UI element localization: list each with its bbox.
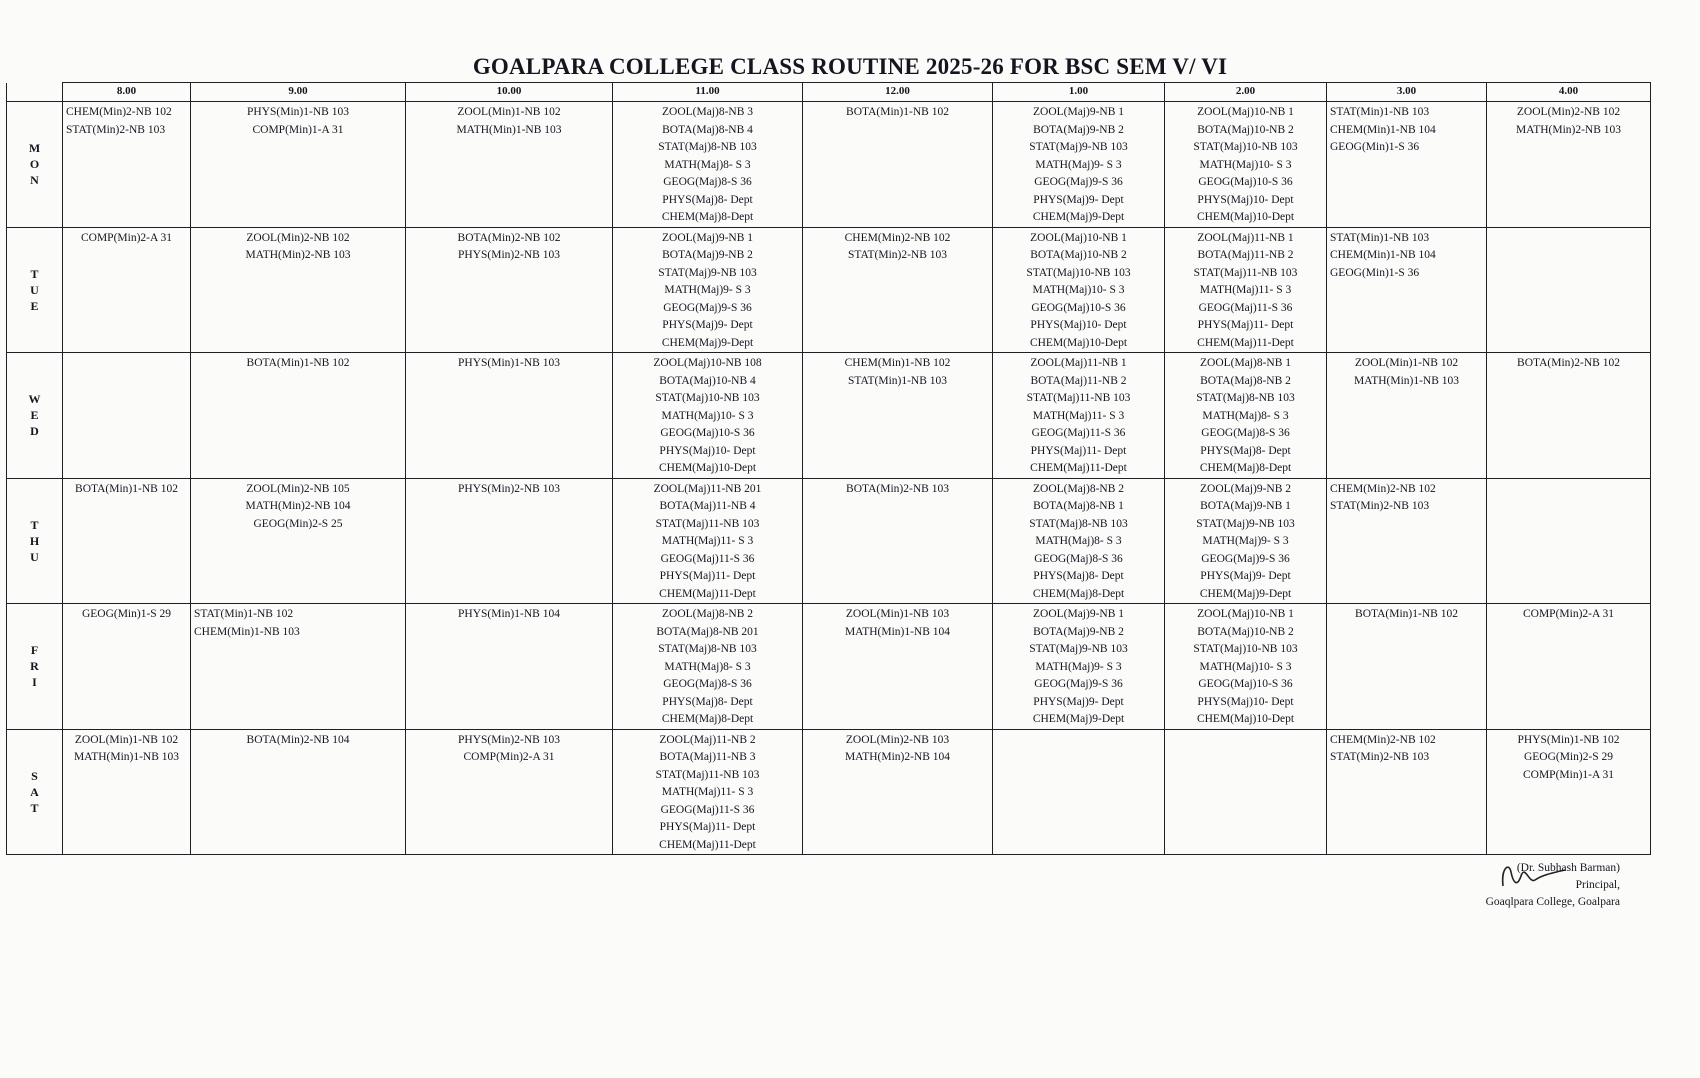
class-entry: GEOG(Maj)9-S 36 bbox=[1034, 678, 1123, 690]
day-letter: T bbox=[30, 266, 39, 281]
day-letter: U bbox=[30, 549, 39, 564]
class-entry: STAT(Min)1-NB 103 bbox=[1330, 106, 1430, 118]
day-letter: I bbox=[32, 675, 37, 690]
routine-cell bbox=[803, 102, 993, 228]
class-entry: CHEM(Maj)11-Dept bbox=[659, 838, 756, 851]
routine-cell bbox=[803, 353, 993, 479]
routine-cell bbox=[1165, 478, 1327, 604]
routine-cell bbox=[803, 478, 993, 604]
class-entry: BOTA(Min)2-NB 102 bbox=[1517, 357, 1620, 369]
class-entry: CHEM(Min)2-NB 102 bbox=[844, 231, 951, 244]
class-entry: BOTA(Maj)11-NB 3 bbox=[659, 751, 756, 763]
class-entry: MATH(Maj)8- S 3 bbox=[1202, 409, 1289, 422]
class-entry: ZOOL(Maj)9-NB 2 bbox=[1199, 482, 1292, 495]
class-entry: CHEM(Maj)11-Dept bbox=[1197, 336, 1294, 349]
class-entry: BOTA(Maj)10-NB 4 bbox=[659, 374, 756, 387]
class-entry: STAT(Maj)10-NB 103 bbox=[1193, 643, 1298, 655]
signatory-institution: Goaqlpara College, Goalpara bbox=[1485, 896, 1620, 908]
class-entry: STAT(Min)2-NB 103 bbox=[1330, 500, 1430, 512]
class-entry: GEOG(Maj)9-S 36 bbox=[1201, 552, 1290, 565]
class-entry: CHEM(Min)2-NB 102 bbox=[1330, 733, 1436, 746]
class-entry: GEOG(Min)1-S 29 bbox=[81, 608, 172, 620]
day-letter: O bbox=[29, 157, 40, 172]
class-entry: ZOOL(Maj)9-NB 1 bbox=[1032, 106, 1125, 118]
class-entry: MATH(Min)1-NB 103 bbox=[73, 751, 180, 763]
class-entry: COMP(Min)1-A 31 bbox=[252, 123, 344, 136]
class-entry: BOTA(Maj)10-NB 2 bbox=[1197, 123, 1294, 136]
class-entry: GEOG(Maj)10-S 36 bbox=[1198, 678, 1293, 690]
class-entry: CHEM(Maj)8-Dept bbox=[1199, 462, 1292, 474]
day-label bbox=[7, 604, 63, 730]
class-entry: BOTA(Maj)9-NB 2 bbox=[1033, 625, 1124, 638]
day-letter: N bbox=[30, 173, 39, 188]
class-entry: PHYS(Maj)10- Dept bbox=[659, 444, 756, 457]
routine-cell bbox=[613, 604, 803, 730]
routine-cell bbox=[406, 102, 613, 228]
day-label bbox=[7, 353, 63, 479]
class-entry: PHYS(Maj)11- Dept bbox=[659, 570, 756, 582]
routine-cell bbox=[993, 478, 1165, 604]
class-entry: ZOOL(Maj)9-NB 1 bbox=[1032, 608, 1125, 620]
class-entry: ZOOL(Maj)10-NB 1 bbox=[1197, 106, 1294, 118]
class-entry: GEOG(Maj)10-S 36 bbox=[1031, 301, 1126, 314]
class-entry: BOTA(Maj)11-NB 4 bbox=[659, 500, 756, 512]
routine-cell bbox=[63, 478, 191, 604]
class-entry: STAT(Maj)10-NB 103 bbox=[655, 392, 760, 404]
class-entry: BOTA(Maj)10-NB 2 bbox=[1197, 625, 1294, 638]
class-entry: MATH(Maj)10- S 3 bbox=[1199, 158, 1292, 171]
class-entry: MATH(Min)1-NB 103 bbox=[1353, 374, 1460, 387]
day-letter: H bbox=[29, 533, 40, 548]
class-entry: PHYS(Maj)8- Dept bbox=[662, 695, 753, 708]
class-entry: GEOG(Maj)8-S 36 bbox=[1201, 427, 1290, 439]
class-entry: CHEM(Maj)11-Dept bbox=[1030, 462, 1127, 474]
class-entry: MATH(Min)2-NB 104 bbox=[844, 751, 951, 763]
class-entry: CHEM(Maj)8-Dept bbox=[661, 713, 754, 725]
class-entry: COMP(Min)1-A 31 bbox=[1522, 768, 1615, 781]
day-letter: S bbox=[31, 768, 38, 783]
day-label bbox=[7, 478, 63, 604]
class-entry: STAT(Min)1-NB 102 bbox=[194, 608, 294, 620]
time-slot-header: 3.00 bbox=[1327, 83, 1487, 102]
class-entry: MATH(Maj)11- S 3 bbox=[661, 786, 754, 798]
day-row bbox=[7, 604, 1651, 730]
class-entry: STAT(Maj)10-NB 103 bbox=[1193, 141, 1298, 153]
class-entry: MATH(Maj)10- S 3 bbox=[661, 409, 754, 422]
class-entry: BOTA(Maj)8-NB 201 bbox=[656, 625, 759, 638]
class-entry: MATH(Maj)9- S 3 bbox=[1035, 158, 1122, 171]
day-letter: W bbox=[28, 392, 41, 407]
class-entry: CHEM(Maj)9-Dept bbox=[1032, 713, 1125, 725]
time-slot-header: 10.00 bbox=[406, 83, 613, 102]
routine-cell bbox=[993, 604, 1165, 730]
class-entry: MATH(Maj)9- S 3 bbox=[1202, 535, 1289, 547]
routine-cell bbox=[191, 227, 406, 353]
day-letter: T bbox=[30, 800, 39, 815]
routine-cell bbox=[1487, 478, 1651, 604]
routine-cell bbox=[1487, 353, 1651, 479]
class-entry: STAT(Maj)8-NB 103 bbox=[658, 141, 757, 153]
class-entry: MATH(Maj)10- S 3 bbox=[1032, 284, 1125, 296]
class-entry: COMP(Min)2-A 31 bbox=[1522, 608, 1615, 620]
class-entry: ZOOL(Maj)10-NB 1 bbox=[1030, 231, 1127, 244]
class-entry: CHEM(Maj)10-Dept bbox=[1196, 211, 1295, 223]
class-entry: ZOOL(Min)2-NB 102 bbox=[1516, 106, 1621, 118]
routine-cell bbox=[613, 353, 803, 479]
routine-cell bbox=[63, 227, 191, 353]
routine-cell bbox=[1487, 729, 1651, 855]
routine-cell bbox=[191, 729, 406, 855]
signatory-name: (Dr. Subhash Barman) bbox=[1516, 862, 1620, 874]
routine-cell bbox=[191, 353, 406, 479]
class-entry: BOTA(Maj)9-NB 2 bbox=[1033, 123, 1124, 136]
class-entry: STAT(Maj)11-NB 103 bbox=[655, 517, 760, 530]
day-label bbox=[7, 102, 63, 228]
class-entry: PHYS(Maj)9- Dept bbox=[662, 319, 753, 331]
class-entry: CHEM(Maj)10-Dept bbox=[658, 462, 757, 474]
class-entry: BOTA(Min)1-NB 102 bbox=[246, 357, 350, 369]
routine-cell bbox=[406, 227, 613, 353]
class-entry: PHYS(Min)1-NB 103 bbox=[247, 106, 349, 118]
class-entry: MATH(Min)1-NB 103 bbox=[456, 123, 562, 136]
class-entry: PHYS(Maj)8- Dept bbox=[662, 193, 753, 206]
class-entry: BOTA(Maj)9-NB 1 bbox=[1200, 500, 1291, 512]
class-entry: CHEM(Min)1-NB 104 bbox=[1330, 249, 1436, 261]
routine-cell bbox=[406, 729, 613, 855]
routine-cell bbox=[993, 729, 1165, 855]
class-entry: PHYS(Min)2-NB 103 bbox=[458, 249, 560, 261]
class-entry: STAT(Maj)8-NB 103 bbox=[1196, 392, 1295, 404]
routine-cell bbox=[63, 102, 191, 228]
class-entry: ZOOL(Min)2-NB 103 bbox=[845, 733, 950, 746]
class-entry: STAT(Maj)9-NB 103 bbox=[658, 266, 757, 279]
day-letter: T bbox=[30, 517, 39, 532]
class-entry: MATH(Min)2-NB 103 bbox=[245, 249, 351, 261]
class-entry: CHEM(Min)2-NB 102 bbox=[1330, 482, 1436, 495]
class-entry: ZOOL(Maj)11-NB 201 bbox=[653, 482, 762, 495]
class-entry: GEOG(Min)1-S 36 bbox=[1330, 141, 1420, 153]
class-entry: BOTA(Maj)9-NB 2 bbox=[662, 249, 753, 261]
class-entry: BOTA(Maj)8-NB 2 bbox=[1200, 374, 1291, 387]
time-slot-header: 8.00 bbox=[63, 83, 191, 102]
class-entry: BOTA(Maj)11-NB 2 bbox=[1197, 249, 1294, 261]
class-entry: CHEM(Maj)11-Dept bbox=[659, 587, 756, 600]
class-entry: BOTA(Min)1-NB 102 bbox=[1355, 608, 1458, 620]
signature-block bbox=[1400, 860, 1620, 911]
routine-cell bbox=[406, 478, 613, 604]
class-entry: GEOG(Min)2-S 25 bbox=[253, 517, 343, 530]
class-entry: BOTA(Min)1-NB 102 bbox=[75, 482, 178, 495]
class-entry: BOTA(Min)1-NB 102 bbox=[846, 106, 949, 118]
class-entry: STAT(Maj)9-NB 103 bbox=[1029, 141, 1128, 153]
time-slot-header: 1.00 bbox=[993, 83, 1165, 102]
time-slot-header: 12.00 bbox=[803, 83, 993, 102]
class-entry: PHYS(Maj)11- Dept bbox=[1030, 444, 1127, 457]
class-entry: BOTA(Maj)8-NB 1 bbox=[1033, 500, 1124, 512]
class-entry: CHEM(Maj)8-Dept bbox=[1032, 587, 1125, 600]
time-slot-header: 11.00 bbox=[613, 83, 803, 102]
class-entry: CHEM(Maj)9-Dept bbox=[1199, 587, 1292, 600]
day-label bbox=[7, 227, 63, 353]
class-entry: ZOOL(Maj)8-NB 2 bbox=[1032, 482, 1125, 495]
class-entry: STAT(Min)1-NB 103 bbox=[847, 374, 948, 387]
routine-cell bbox=[191, 102, 406, 228]
corner-cell bbox=[7, 83, 63, 102]
class-entry: PHYS(Min)2-NB 103 bbox=[458, 733, 560, 746]
class-entry: CHEM(Maj)10-Dept bbox=[1196, 713, 1295, 725]
class-entry: ZOOL(Maj)11-NB 1 bbox=[1197, 231, 1294, 244]
class-entry: STAT(Min)2-NB 103 bbox=[847, 249, 948, 261]
class-entry: GEOG(Maj)8-S 36 bbox=[1034, 552, 1123, 565]
time-slot-header: 4.00 bbox=[1487, 83, 1651, 102]
routine-cell bbox=[1327, 227, 1487, 353]
class-entry: MATH(Maj)10- S 3 bbox=[1199, 660, 1292, 673]
class-entry: GEOG(Maj)9-S 36 bbox=[1034, 176, 1123, 188]
class-entry: ZOOL(Maj)8-NB 2 bbox=[661, 608, 754, 620]
class-entry: BOTA(Maj)10-NB 2 bbox=[1030, 249, 1127, 261]
class-entry: PHYS(Min)1-NB 104 bbox=[458, 608, 560, 620]
routine-cell bbox=[613, 478, 803, 604]
class-entry: GEOG(Maj)9-S 36 bbox=[663, 301, 752, 314]
class-entry: PHYS(Maj)10- Dept bbox=[1030, 319, 1127, 331]
routine-cell bbox=[1487, 102, 1651, 228]
class-entry: ZOOL(Min)1-NB 102 bbox=[457, 106, 561, 118]
class-entry: MATH(Maj)8- S 3 bbox=[1035, 535, 1122, 547]
class-entry: ZOOL(Maj)9-NB 1 bbox=[661, 231, 754, 244]
class-entry: STAT(Min)2-NB 103 bbox=[66, 123, 166, 136]
day-letter: A bbox=[30, 784, 39, 799]
time-slot-header: 2.00 bbox=[1165, 83, 1327, 102]
routine-cell bbox=[1327, 604, 1487, 730]
class-entry: MATH(Min)2-NB 104 bbox=[245, 500, 351, 512]
routine-cell bbox=[1327, 102, 1487, 228]
page-title: GOALPARA COLLEGE CLASS ROUTINE 2025-26 FOR BSC SEM V/ VI bbox=[472, 54, 1228, 79]
routine-cell bbox=[1327, 353, 1487, 479]
day-letter: E bbox=[30, 408, 39, 423]
class-entry: MATH(Maj)11- S 3 bbox=[661, 535, 754, 547]
class-entry: MATH(Maj)8- S 3 bbox=[664, 158, 751, 171]
class-entry: PHYS(Maj)10- Dept bbox=[1197, 193, 1294, 206]
class-entry: BOTA(Min)2-NB 103 bbox=[846, 482, 949, 495]
class-entry: GEOG(Min)1-S 36 bbox=[1330, 266, 1420, 279]
routine-cell bbox=[613, 227, 803, 353]
routine-cell bbox=[1165, 102, 1327, 228]
routine-cell bbox=[63, 353, 191, 479]
routine-cell bbox=[1165, 227, 1327, 353]
class-entry: STAT(Maj)11-NB 103 bbox=[1026, 392, 1131, 404]
routine-cell bbox=[1487, 604, 1651, 730]
class-entry: STAT(Maj)8-NB 103 bbox=[1029, 517, 1128, 530]
class-entry: CHEM(Maj)9-Dept bbox=[1032, 211, 1125, 223]
class-entry: GEOG(Maj)8-S 36 bbox=[663, 176, 752, 188]
day-row bbox=[7, 102, 1651, 228]
class-entry: GEOG(Maj)10-S 36 bbox=[1198, 176, 1293, 188]
class-entry: MATH(Maj)11- S 3 bbox=[1199, 284, 1292, 296]
class-entry: MATH(Maj)9- S 3 bbox=[664, 284, 751, 296]
routine-cell bbox=[1165, 353, 1327, 479]
class-entry: ZOOL(Maj)8-NB 1 bbox=[1199, 357, 1292, 369]
class-entry: GEOG(Min)2-S 29 bbox=[1523, 751, 1614, 763]
routine-cell bbox=[406, 353, 613, 479]
routine-cell bbox=[803, 729, 993, 855]
class-entry: STAT(Min)2-NB 103 bbox=[1330, 751, 1430, 763]
class-entry: STAT(Maj)8-NB 103 bbox=[658, 643, 757, 655]
class-entry: ZOOL(Min)2-NB 105 bbox=[246, 482, 350, 495]
class-entry: CHEM(Maj)9-Dept bbox=[661, 336, 754, 349]
class-entry: PHYS(Maj)8- Dept bbox=[1033, 570, 1124, 582]
class-entry: ZOOL(Maj)11-NB 2 bbox=[659, 733, 756, 746]
class-entry: CHEM(Min)1-NB 102 bbox=[844, 357, 951, 369]
class-entry: ZOOL(Min)1-NB 102 bbox=[74, 733, 179, 746]
class-entry: COMP(Min)2-A 31 bbox=[463, 751, 555, 763]
day-letter: U bbox=[30, 282, 39, 297]
day-row bbox=[7, 478, 1651, 604]
routine-cell bbox=[993, 353, 1165, 479]
class-entry: BOTA(Maj)11-NB 2 bbox=[1030, 374, 1127, 387]
routine-cell bbox=[191, 604, 406, 730]
class-entry: GEOG(Maj)10-S 36 bbox=[660, 427, 755, 439]
class-entry: CHEM(Maj)8-Dept bbox=[661, 211, 754, 223]
class-entry: STAT(Maj)11-NB 103 bbox=[1193, 266, 1298, 279]
day-letter: F bbox=[30, 643, 39, 658]
class-entry: GEOG(Maj)11-S 36 bbox=[1031, 427, 1126, 439]
routine-cell bbox=[803, 227, 993, 353]
class-entry: PHYS(Maj)9- Dept bbox=[1033, 695, 1124, 708]
day-row bbox=[7, 729, 1651, 855]
class-entry: PHYS(Min)1-NB 102 bbox=[1517, 733, 1620, 746]
class-entry: BOTA(Min)2-NB 104 bbox=[246, 733, 350, 746]
class-entry: PHYS(Maj)9- Dept bbox=[1200, 570, 1291, 582]
class-entry: STAT(Maj)9-NB 103 bbox=[1196, 517, 1295, 530]
class-entry: GEOG(Maj)11-S 36 bbox=[1198, 301, 1293, 314]
class-entry: BOTA(Min)2-NB 102 bbox=[457, 231, 561, 244]
class-entry: ZOOL(Maj)10-NB 108 bbox=[653, 357, 762, 369]
class-entry: ZOOL(Min)1-NB 102 bbox=[1354, 357, 1459, 369]
day-letter: D bbox=[30, 424, 39, 439]
routine-cell bbox=[613, 102, 803, 228]
class-entry: PHYS(Maj)11- Dept bbox=[1197, 319, 1294, 331]
time-header-row bbox=[7, 83, 1651, 102]
class-routine-table bbox=[6, 82, 1651, 855]
class-entry: PHYS(Min)1-NB 103 bbox=[458, 357, 560, 369]
routine-cell bbox=[993, 102, 1165, 228]
class-entry: MATH(Min)2-NB 103 bbox=[1515, 123, 1622, 136]
day-letter: M bbox=[28, 141, 41, 156]
class-entry: BOTA(Maj)8-NB 4 bbox=[662, 123, 753, 136]
class-entry: COMP(Min)2-A 31 bbox=[80, 231, 173, 244]
class-entry: GEOG(Maj)11-S 36 bbox=[660, 803, 755, 816]
class-entry: ZOOL(Min)2-NB 102 bbox=[246, 231, 350, 244]
class-entry: CHEM(Min)2-NB 102 bbox=[66, 106, 172, 118]
class-entry: PHYS(Maj)11- Dept bbox=[659, 821, 756, 833]
class-entry: ZOOL(Min)1-NB 103 bbox=[845, 608, 950, 620]
class-entry: GEOG(Maj)8-S 36 bbox=[663, 678, 752, 690]
routine-cell bbox=[1165, 729, 1327, 855]
routine-cell bbox=[191, 478, 406, 604]
routine-cell bbox=[1165, 604, 1327, 730]
class-entry: MATH(Maj)8- S 3 bbox=[664, 660, 751, 673]
class-entry: PHYS(Min)2-NB 103 bbox=[458, 482, 560, 495]
routine-cell bbox=[63, 729, 191, 855]
class-entry: STAT(Maj)10-NB 103 bbox=[1026, 266, 1131, 279]
routine-cell bbox=[1327, 729, 1487, 855]
class-entry: MATH(Min)1-NB 104 bbox=[844, 625, 951, 638]
class-entry: PHYS(Maj)8- Dept bbox=[1200, 444, 1291, 457]
routine-cell bbox=[993, 227, 1165, 353]
signatory-designation: Principal, bbox=[1575, 879, 1620, 891]
day-row bbox=[7, 227, 1651, 353]
time-slot-header: 9.00 bbox=[191, 83, 406, 102]
class-entry: PHYS(Maj)9- Dept bbox=[1033, 193, 1124, 206]
class-entry: CHEM(Maj)10-Dept bbox=[1029, 336, 1128, 349]
day-row bbox=[7, 353, 1651, 479]
routine-cell bbox=[406, 604, 613, 730]
class-entry: ZOOL(Maj)8-NB 3 bbox=[661, 106, 754, 118]
class-entry: STAT(Maj)11-NB 103 bbox=[655, 768, 760, 781]
class-entry: STAT(Min)1-NB 103 bbox=[1330, 231, 1430, 244]
class-entry: ZOOL(Maj)10-NB 1 bbox=[1197, 608, 1294, 620]
class-entry: ZOOL(Maj)11-NB 1 bbox=[1030, 357, 1127, 369]
day-letter: E bbox=[30, 298, 39, 313]
day-label bbox=[7, 729, 63, 855]
routine-cell bbox=[613, 729, 803, 855]
class-entry: CHEM(Min)1-NB 104 bbox=[1330, 123, 1436, 136]
class-entry: CHEM(Min)1-NB 103 bbox=[194, 625, 300, 638]
class-entry: PHYS(Maj)10- Dept bbox=[1197, 695, 1294, 708]
routine-cell bbox=[803, 604, 993, 730]
day-letter: R bbox=[30, 659, 39, 674]
routine-cell bbox=[63, 604, 191, 730]
routine-cell bbox=[1327, 478, 1487, 604]
class-entry: MATH(Maj)11- S 3 bbox=[1032, 409, 1125, 422]
routine-cell bbox=[1487, 227, 1651, 353]
class-entry: MATH(Maj)9- S 3 bbox=[1035, 660, 1122, 673]
class-entry: STAT(Maj)9-NB 103 bbox=[1029, 643, 1128, 655]
class-entry: GEOG(Maj)11-S 36 bbox=[660, 552, 755, 565]
